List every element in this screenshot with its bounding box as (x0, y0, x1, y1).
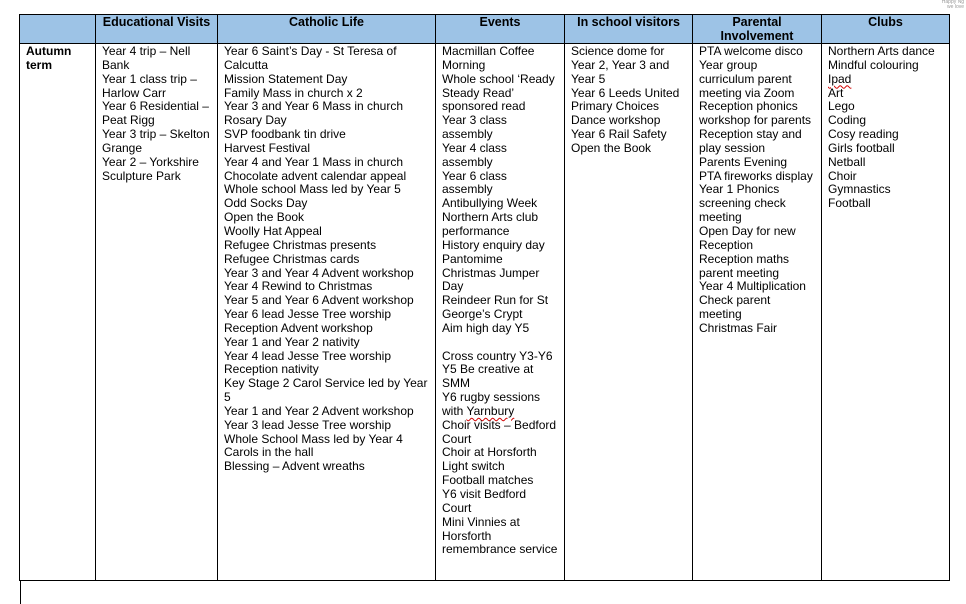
cell-item: Year 4 Multiplication Check parent meeting (699, 279, 806, 322)
cell-item: Open the Book (571, 140, 652, 155)
cell-item: Family Mass in church x 2 (224, 85, 363, 100)
cell-item: Year 1 Phonics screening check meeting (699, 182, 786, 225)
cell-item: Year 1 class trip – Harlow Carr (102, 71, 197, 100)
cell-item: SVP foodbank tin drive (224, 127, 346, 142)
cell-item: Mission Statement Day (224, 71, 348, 86)
header-parental-involvement: Parental Involvement (693, 15, 822, 44)
cell-item: Chocolate advent calendar appeal (224, 168, 407, 183)
cell-item: Refugee Christmas cards (224, 251, 360, 266)
cell-item (442, 336, 558, 350)
cell-item: Northern Arts dance (828, 44, 935, 58)
corner-note-line: Happy Ng (941, 0, 964, 5)
cell-item: Carols in the hall (224, 445, 314, 460)
cell-item: Coding (828, 113, 867, 128)
cell-item: Netball (828, 154, 866, 169)
header-clubs: Clubs (822, 15, 950, 44)
cell-item: Year 5 and Year 6 Advent workshop (224, 293, 414, 308)
cell-item: Year 3 and Year 4 Advent workshop (224, 265, 414, 280)
cell-item: Art (828, 85, 844, 100)
cell-item: Year 1 and Year 2 nativity (224, 334, 360, 349)
header-catholic-life: Catholic Life (218, 15, 436, 44)
cell-item: Year 6 lead Jesse Tree worship (224, 307, 391, 322)
cell-item: Year 6 Residential – Peat Rigg (102, 99, 209, 128)
cell-item: Harvest Festival (224, 140, 311, 155)
cell-item: PTA fireworks display (699, 168, 813, 183)
cell-item: Christmas Fair (699, 320, 778, 335)
header-events: Events (436, 15, 565, 44)
cell-item: Y6 rugby sessions with Yarnbury (442, 390, 541, 418)
term-label: Autumn term (20, 44, 96, 581)
cell-item: Year 4 Rewind to Christmas (224, 279, 373, 294)
cell-item: Refugee Christmas presents (224, 237, 377, 252)
corner-note (942, 0, 964, 10)
clubs-cell (822, 44, 950, 581)
cell-item: Christmas Jumper Day (442, 265, 540, 294)
catholic-life-cell (218, 44, 436, 581)
cell-item: Year 4 lead Jesse Tree worship (224, 348, 391, 363)
cell-item: Reception phonics workshop for parents (699, 99, 812, 128)
cell-item: Cross country Y3-Y6 (442, 348, 553, 363)
autumn-term-row (20, 44, 950, 581)
cell-item: Lego (828, 99, 855, 114)
cell-item (828, 73, 943, 87)
cell-item: Year 2 – Yorkshire Sculpture Park (102, 154, 199, 183)
cell-item: Football (828, 196, 871, 211)
cell-item: Y6 visit Bedford Court (442, 487, 527, 515)
cell-item: Year 4 and Year 1 Mass in church (224, 154, 404, 169)
cell-item: Choir (828, 168, 857, 183)
cell-item: Year 1 and Year 2 Advent workshop (224, 403, 414, 418)
cell-item: Gymnastics (828, 182, 891, 197)
header-educational-visits: Educational Visits (96, 15, 218, 44)
cell-item: Year 4 class assembly (442, 140, 507, 169)
cell-item: Y5 Be creative at SMM (442, 362, 534, 391)
cell-item: Open the Book (224, 210, 305, 225)
in-school-visitors-cell (565, 44, 693, 581)
cell-item: Year group curriculum parent meeting via Zoom (699, 57, 795, 100)
events-cell (436, 44, 565, 581)
cell-item: Year 6 Saint’s Day - St Teresa of Calcutta (224, 44, 397, 72)
page-edge-line (20, 581, 21, 604)
cell-item: Antibullying Week (442, 196, 538, 211)
cell-item: Blessing – Advent wreaths (224, 459, 365, 474)
cell-item: Year 3 and Year 6 Mass in church (224, 99, 404, 114)
corner-note-line: we love (947, 4, 964, 10)
cell-item: Reception Advent workshop (224, 320, 373, 335)
cell-item: Reindeer Run for St George’s Crypt (442, 293, 549, 322)
cell-item: Parents Evening (699, 154, 788, 169)
cell-item: Mindful colouring (828, 57, 919, 72)
cell-item: History enquiry day (442, 237, 545, 252)
cell-item: Whole School Mass led by Year 4 (224, 431, 403, 446)
cell-item: Odd Socks Day (224, 196, 308, 211)
cell-item: Reception maths parent meeting (699, 251, 790, 280)
cell-item: Open Day for new Reception (699, 223, 796, 252)
header-in-school-visitors: In school visitors (565, 15, 693, 44)
cell-item: Mini Vinnies at Horsforth remembrance service (442, 514, 558, 557)
cell-item: PTA welcome disco (699, 44, 803, 58)
cell-item: Pantomime (442, 251, 503, 266)
parental-involvement-cell (693, 44, 822, 581)
cell-item: Year 4 trip – Nell Bank (102, 44, 191, 72)
spellcheck-mark: Ipad (828, 71, 852, 86)
cell-item: Reception stay and play session (699, 127, 802, 155)
cell-item: Year 6 class assembly (442, 168, 507, 197)
cell-item: Rosary Day (224, 113, 287, 128)
cell-item: Choir at Horsforth Light switch (442, 445, 537, 474)
cell-item: Reception nativity (224, 362, 319, 377)
header-row (20, 15, 950, 44)
cell-item: Key Stage 2 Carol Service led by Year 5 (224, 376, 428, 405)
cell-item: Woolly Hat Appeal (224, 223, 322, 238)
cell-item: Year 3 lead Jesse Tree worship (224, 417, 391, 432)
autumn-term-table (19, 14, 950, 581)
cell-item: Year 6 Leeds United Primary Choices Dance workshop (571, 85, 680, 128)
cell-item: Northern Arts club performance (442, 210, 539, 238)
cell-item: Year 3 class assembly (442, 113, 507, 142)
cell-item: Football matches (442, 473, 534, 488)
cell-item: Choir visits – Bedford Court (442, 417, 557, 446)
header-empty (20, 15, 96, 44)
spellcheck-mark: Yarnbury (466, 403, 515, 418)
cell-item: Year 3 trip – Skelton Grange (102, 127, 210, 155)
cell-item: Cosy reading (828, 127, 899, 142)
cell-item: Aim high day Y5 (442, 320, 530, 335)
cell-item: Year 6 Rail Safety (571, 127, 667, 142)
cell-item: Whole school Mass led by Year 5 (224, 182, 401, 197)
cell-item: Macmillan Coffee Morning (442, 44, 535, 72)
cell-item: Whole school ‘Ready Steady Read’ sponsored read (442, 71, 555, 114)
educational-visits-cell (96, 44, 218, 581)
cell-item: Girls football (828, 140, 895, 155)
cell-item: Science dome for Year 2, Year 3 and Year 5 (571, 44, 670, 86)
